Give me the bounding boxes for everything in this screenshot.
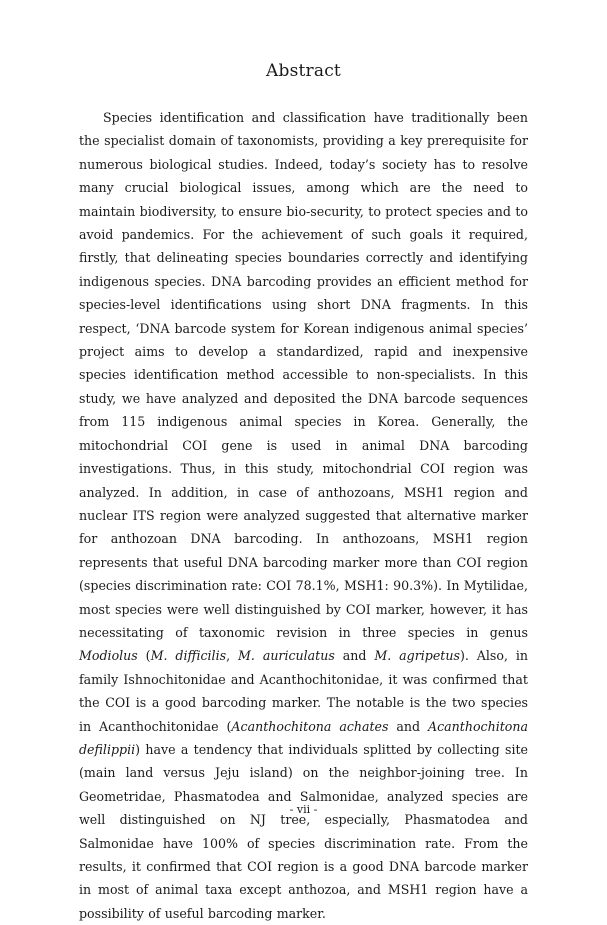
italic-species-name: M. agripetus [374, 648, 460, 664]
italic-species-name: Acanthochitona achates [231, 718, 389, 734]
text-run: ) have a tendency that individuals splitted by collecting site (main land versus Jeju island) on the neighbor-joining tree. In Geometridae, Phasmatodea and Salmonidae, analyzed species are well distinguished on NJ tree, especially, Phasmatodea and Salmonidae have 100% of species discrimination rate. From the results, it confirmed that COI region is a good DNA barcode marker in most of animal taxa except anthozoa, and MSH1 region have a possibility of useful barcoding marker. [79, 741, 528, 921]
text-run: and [388, 718, 429, 734]
page-number: - vii - [289, 803, 318, 816]
italic-species-name: Modiolus [79, 648, 138, 664]
text-run: ( [137, 648, 151, 664]
italic-species-name: Acanthochitona defilippii [79, 718, 528, 757]
italic-species-name: M. auriculatus [238, 648, 335, 664]
text-run: Species identification and classification have traditionally been the specialist domain of taxonomists, providing a key prerequisite for numerous biological studies. Indeed, today’s society has to resolve many crucial biological issues, among which are the need to maintain biodiversity, to ensure bio-security, to protect species and to avoid pandemics. For the achievement of such goals it required, firstly, that delineating species boundaries correctly and identifying indigenous species. DNA barcoding provides an efficient method for species-level identifications using short DNA fragments. In this respect, ‘DNA barcode system for Korean indigenous animal species’ project aims to develop a standardized, rapid and inexpensive species identification method accessible to non-specialists. In this study, we have analyzed and deposited the DNA barcode sequences from 115 indigenous animal species in Korea. Generally, the mitochondrial COI gene is used in animal DNA barcoding investigations. Thus, in this study, mitochondrial COI region was analyzed. In addition, in case of anthozoans, MSH1 region and nuclear ITS region were analyzed suggested that alternative marker for anthozoan DNA barcoding. In anthozoans, MSH1 region represents that useful DNA barcoding marker more than COI region (species discrimination rate: COI 78.1%, MSH1: 90.3%). In Mytilidae, most species were well distinguished by COI marker, however, it has necessitating of taxonomic revision in three species in genus [79, 110, 528, 640]
italic-species-name: M. difficilis [150, 648, 227, 664]
text-run: , [226, 648, 238, 664]
page-title: Abstract [266, 61, 341, 81]
text-run: and [334, 648, 375, 664]
text-run: ). Also, in family Ishnochitonidae and Acanthochitonidae, it was confirmed that the COI is a good barcoding marker. The notable is the two species in Acanthochitonidae ( [79, 648, 529, 734]
